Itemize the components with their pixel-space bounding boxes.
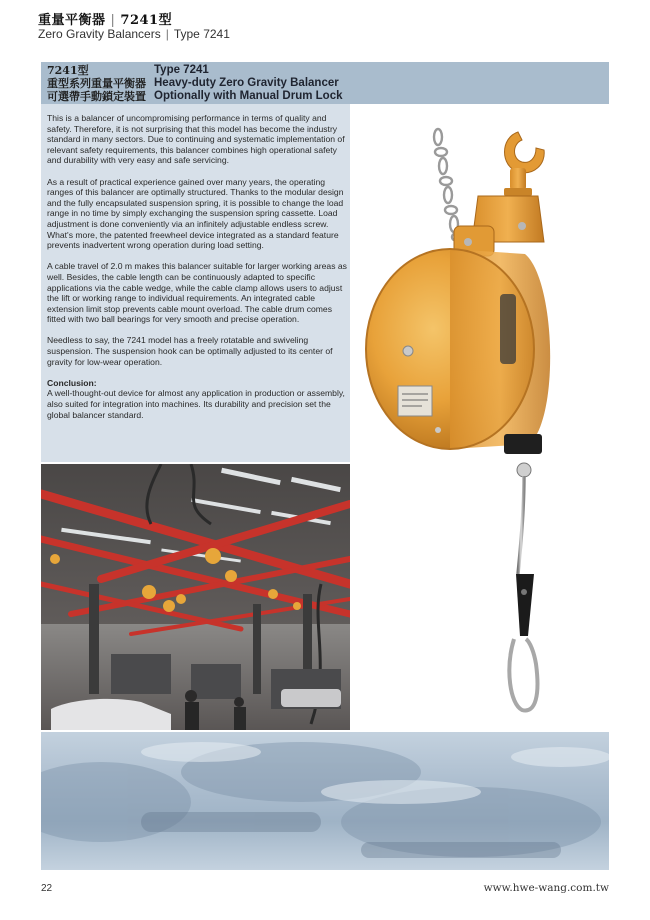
conclusion-heading: Conclusion: bbox=[47, 377, 97, 388]
header-title-zh-text: 重量平衡器 bbox=[38, 13, 106, 28]
conclusion-text: A well-thought-out device for almost any application in production or assembly, also suited for integration into machines. Its durability and precision set the global balancer standard. bbox=[47, 388, 345, 420]
header-subtitle-en: Zero Gravity Balancers bbox=[38, 27, 161, 41]
cable bbox=[518, 476, 524, 574]
factory-photo bbox=[41, 464, 350, 730]
suspension-hook bbox=[504, 132, 544, 196]
website-url: www.hwe-wang.com.tw bbox=[483, 882, 609, 894]
balancer-drum bbox=[366, 249, 550, 449]
product-title-en bbox=[154, 64, 343, 103]
header-separator: | bbox=[110, 13, 116, 28]
description-paragraph: A cable travel of 2.0 m makes this balancer suitable for larger working areas as well. Besides, the cable length can be continuously adapted to specific applications via the cable wedge, while the cable clamp allows users to adjust the lift or working range to individual requirements. An integrated cable extension limit stop prevents cable mount overload. The cable drum comes fitted with two ball bearings for very smooth and precise operation. bbox=[47, 261, 347, 325]
product-title-en-line: Type 7241 bbox=[154, 64, 209, 76]
factory-illustration bbox=[41, 464, 350, 730]
product-photo bbox=[350, 104, 609, 730]
balancer-illustration bbox=[350, 104, 609, 730]
page-number: 22 bbox=[41, 883, 53, 894]
decorative-banner-graphic bbox=[41, 732, 609, 870]
product-title-zh-line: 7241型 bbox=[47, 64, 89, 77]
cable-wedge bbox=[516, 574, 534, 636]
description-paragraph: As a result of practical experience gained over many years, the operating ranges of this balancer are optimally structured. Thanks to the modular design and the fully encapsulated suspension spring, it is possible to change the load range in no time by simply exchanging the suspension spring cassette. Load adjustment is done conveniently via an infinitely adjustable endless screw. What's more, the patented freewheel device integrated as a standard feature prevents inadvertent wrong operation during load setting. bbox=[47, 176, 344, 251]
decorative-banner bbox=[41, 732, 609, 870]
product-title-zh-line: 重型系列重量平衡器 bbox=[47, 77, 146, 90]
product-title-en-line: Optionally with Manual Drum Lock bbox=[154, 90, 343, 102]
header-model-zh: 7241型 bbox=[120, 13, 173, 28]
description-text bbox=[47, 113, 347, 431]
product-title-en-line: Heavy-duty Zero Gravity Balancer bbox=[154, 77, 339, 89]
description-paragraph: Needless to say, the 7241 model has a freely rotatable and swiveling suspension. The suspension hook can be optimally adjusted to its center of gravity for low-wear operation. bbox=[47, 335, 333, 367]
header-model-en: Type 7241 bbox=[173, 27, 230, 41]
suspension-chain bbox=[434, 129, 462, 241]
carabiner bbox=[509, 639, 537, 711]
description-paragraph: This is a balancer of uncompromising performance in terms of quality and safety. Therefore, it is not surprising that this model has become the industry standard in many sectors. Due to continuing and systematic implementation of relevant safety requirements, this balancer combines high operational safety and durability with very easy and safe servicing. bbox=[47, 113, 345, 166]
header-title-en bbox=[38, 27, 230, 41]
product-title-zh-line: 可選帶手動鎖定裝置 bbox=[47, 90, 146, 103]
product-title-zh bbox=[47, 64, 146, 103]
header-separator-en: | bbox=[165, 27, 169, 41]
header-title-zh bbox=[38, 9, 172, 28]
